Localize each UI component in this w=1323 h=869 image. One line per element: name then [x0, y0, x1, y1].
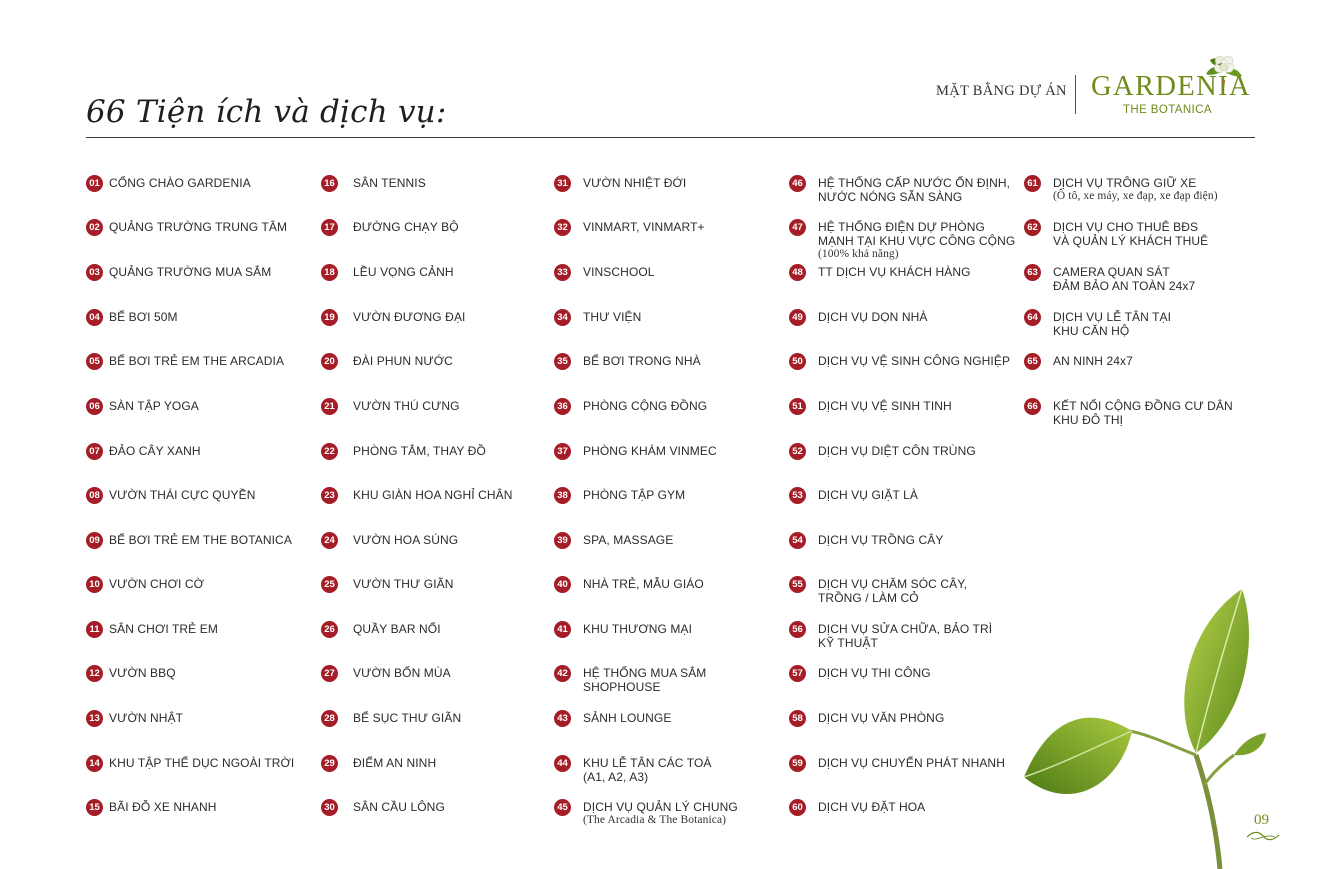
amenity-label: DỊCH VỤ CHO THUÊ BĐS VÀ QUẢN LÝ KHÁCH THUÊ — [1053, 220, 1209, 248]
amenity-number-badge: 10 — [86, 576, 103, 593]
amenity-label: DỊCH VỤ CHĂM SÓC CÂY, TRỒNG / LÀM CỎ — [818, 577, 968, 605]
amenity-label: DỊCH VỤ THI CÔNG — [818, 666, 931, 680]
amenity-number-badge: 09 — [86, 532, 103, 549]
amenity-label: VƯỜN NHIỆT ĐỚI — [583, 176, 687, 190]
amenity-label: DỊCH VỤ TRÔNG GIỮ XE (Ô tô, xe máy, xe đạp, xe đạp điện) — [1053, 176, 1218, 202]
amenity-number-badge: 64 — [1024, 309, 1041, 326]
amenity-label: KHU LỄ TÂN CÁC TOÀ (A1, A2, A3) — [583, 756, 712, 784]
amenity-number-badge: 34 — [554, 309, 571, 326]
amenity-number-badge: 08 — [86, 487, 103, 504]
amenity-label: BỂ SỤC THƯ GIÃN — [353, 711, 462, 725]
amenity-label: SPA, MASSAGE — [583, 533, 674, 547]
amenity-label: KẾT NỐI CỘNG ĐỒNG CƯ DÂN KHU ĐÔ THỊ — [1053, 399, 1233, 427]
amenity-label: DỊCH VỤ TRỒNG CÂY — [818, 533, 944, 547]
amenity-label: KHU TẬP THỂ DỤC NGOÀI TRỜI — [109, 756, 295, 770]
amenity-label: CỔNG CHÀO GARDENIA — [109, 176, 251, 190]
amenity-label: VINSCHOOL — [583, 265, 655, 279]
amenity-number-badge: 21 — [321, 398, 338, 415]
amenity-label: DỊCH VỤ CHUYỂN PHÁT NHANH — [818, 756, 1005, 770]
amenity-label: HỆ THỐNG CẤP NƯỚC ỔN ĐỊNH, NƯỚC NÓNG SẴN SÀNG — [818, 176, 1011, 204]
amenity-number-badge: 54 — [789, 532, 806, 549]
amenity-number-badge: 66 — [1024, 398, 1041, 415]
amenity-number-badge: 29 — [321, 755, 338, 772]
amenity-number-badge: 44 — [554, 755, 571, 772]
amenity-label: SÂN TENNIS — [353, 176, 426, 190]
amenity-number-badge: 12 — [86, 665, 103, 682]
amenity-label: VƯỜN CHƠI CỜ — [109, 577, 204, 591]
amenity-label: VƯỜN HOA SÚNG — [353, 533, 459, 547]
amenity-number-badge: 32 — [554, 219, 571, 236]
amenity-number-badge: 14 — [86, 755, 103, 772]
amenity-label: DỊCH VỤ SỬA CHỮA, BẢO TRÌ KỸ THUẬT — [818, 622, 993, 650]
amenity-number-badge: 31 — [554, 175, 571, 192]
amenity-label: DỊCH VỤ VĂN PHÒNG — [818, 711, 945, 725]
amenity-label: HỆ THỐNG MUA SẮM SHOPHOUSE — [583, 666, 707, 694]
amenity-number-badge: 16 — [321, 175, 338, 192]
amenity-number-badge: 37 — [554, 443, 571, 460]
amenity-label: NHÀ TRẺ, MẪU GIÁO — [583, 577, 704, 591]
amenity-number-badge: 47 — [789, 219, 806, 236]
amenity-label: AN NINH 24x7 — [1053, 354, 1133, 368]
amenity-number-badge: 22 — [321, 443, 338, 460]
swirl-ornament-icon — [1245, 829, 1281, 843]
logo-subtitle: THE BOTANICA — [1123, 104, 1212, 116]
amenity-label: PHÒNG CỘNG ĐỒNG — [583, 399, 708, 413]
amenity-number-badge: 60 — [789, 799, 806, 816]
amenity-number-badge: 65 — [1024, 353, 1041, 370]
amenity-sub-label: (Ô tô, xe máy, xe đạp, xe đạp điện) — [1053, 190, 1218, 202]
amenity-label: THƯ VIỆN — [583, 310, 642, 324]
amenity-label: DỊCH VỤ ĐẶT HOA — [818, 800, 926, 814]
amenity-number-badge: 38 — [554, 487, 571, 504]
amenity-label: DỊCH VỤ LỄ TÂN TẠI KHU CĂN HỘ — [1053, 310, 1172, 338]
amenity-label: SÂN CHƠI TRẺ EM — [109, 622, 218, 636]
header-divider — [1075, 75, 1076, 114]
amenity-number-badge: 35 — [554, 353, 571, 370]
amenity-sub-label: (The Arcadia & The Botanica) — [583, 814, 727, 826]
amenity-label: ĐÀI PHUN NƯỚC — [353, 354, 453, 368]
amenity-number-badge: 59 — [789, 755, 806, 772]
amenity-label: QUẢNG TRƯỜNG TRUNG TÂM — [109, 220, 288, 234]
amenity-label: VƯỜN THÁI CỰC QUYỀN — [109, 488, 256, 502]
amenity-number-badge: 46 — [789, 175, 806, 192]
amenity-number-badge: 03 — [86, 264, 103, 281]
amenity-label: VƯỜN BỐN MÙA — [353, 666, 451, 680]
amenity-number-badge: 17 — [321, 219, 338, 236]
amenity-label: BỂ BƠI TRONG NHÀ — [583, 354, 701, 368]
amenity-number-badge: 20 — [321, 353, 338, 370]
amenity-number-badge: 51 — [789, 398, 806, 415]
amenity-label: SẢNH LOUNGE — [583, 711, 672, 725]
page-number: 09 — [1254, 812, 1269, 828]
gardenia-logo — [1088, 52, 1258, 122]
amenity-number-badge: 27 — [321, 665, 338, 682]
amenity-number-badge: 05 — [86, 353, 103, 370]
amenity-number-badge: 55 — [789, 576, 806, 593]
amenity-number-badge: 02 — [86, 219, 103, 236]
amenity-number-badge: 26 — [321, 621, 338, 638]
amenity-label: PHÒNG TẮM, THAY ĐỒ — [353, 444, 486, 458]
amenity-label: KHU GIÀN HOA NGHỈ CHÂN — [353, 488, 513, 502]
amenity-number-badge: 42 — [554, 665, 571, 682]
amenity-label: DỊCH VỤ DIỆT CÔN TRÙNG — [818, 444, 976, 458]
amenity-label: PHÒNG TẬP GYM — [583, 488, 686, 502]
amenity-label: VƯỜN THÚ CƯNG — [353, 399, 460, 413]
amenity-number-badge: 15 — [86, 799, 103, 816]
amenity-sub-label: (100% khả năng) — [818, 248, 899, 260]
amenity-number-badge: 23 — [321, 487, 338, 504]
amenity-number-badge: 58 — [789, 710, 806, 727]
amenity-label: DỊCH VỤ QUẢN LÝ CHUNG (The Arcadia & The Botanica) — [583, 800, 738, 826]
amenity-label: DỊCH VỤ VỆ SINH TINH — [818, 399, 952, 413]
amenity-label: ĐƯỜNG CHẠY BỘ — [353, 220, 459, 234]
amenity-number-badge: 19 — [321, 309, 338, 326]
amenity-number-badge: 28 — [321, 710, 338, 727]
amenity-label: QUẢNG TRƯỜNG MUA SẮM — [109, 265, 272, 279]
amenity-label: VƯỜN ĐƯƠNG ĐẠI — [353, 310, 466, 324]
amenity-number-badge: 30 — [321, 799, 338, 816]
amenity-label: PHÒNG KHÁM VINMEC — [583, 444, 717, 458]
amenity-number-badge: 07 — [86, 443, 103, 460]
amenity-label: HỆ THỐNG ĐIỆN DỰ PHÒNG MẠNH TẠI KHU VỰC CÔNG CỘNG (100% khả năng) — [818, 220, 1016, 260]
amenity-number-badge: 45 — [554, 799, 571, 816]
amenity-label: ĐIỂM AN NINH — [353, 756, 437, 770]
amenity-number-badge: 62 — [1024, 219, 1041, 236]
amenity-number-badge: 40 — [554, 576, 571, 593]
amenity-label: VƯỜN NHẬT — [109, 711, 184, 725]
amenity-label: BỂ BƠI TRẺ EM THE ARCADIA — [109, 354, 285, 368]
amenity-number-badge: 04 — [86, 309, 103, 326]
amenity-number-badge: 49 — [789, 309, 806, 326]
amenity-number-badge: 36 — [554, 398, 571, 415]
amenity-label: DỊCH VỤ DỌN NHÀ — [818, 310, 928, 324]
section-label: MẶT BẰNG DỰ ÁN — [936, 83, 1067, 99]
page-title: 66 Tiện ích và dịch vụ: — [86, 94, 447, 130]
amenity-number-badge: 18 — [321, 264, 338, 281]
amenity-number-badge: 57 — [789, 665, 806, 682]
title-underline — [86, 137, 1255, 138]
amenity-number-badge: 48 — [789, 264, 806, 281]
amenity-label: CAMERA QUAN SÁT ĐẢM BẢO AN TOÀN 24x7 — [1053, 265, 1196, 293]
amenity-label: SÀN TẬP YOGA — [109, 399, 199, 413]
amenity-number-badge: 63 — [1024, 264, 1041, 281]
amenity-label: VƯỜN BBQ — [109, 666, 176, 680]
amenity-number-badge: 61 — [1024, 175, 1041, 192]
amenity-label: BÃI ĐỖ XE NHANH — [109, 800, 217, 814]
amenity-label: QUẦY BAR NỔI — [353, 622, 441, 636]
amenity-number-badge: 01 — [86, 175, 103, 192]
amenity-label: ĐẢO CÂY XANH — [109, 444, 201, 458]
amenity-label: LỀU VỌNG CẢNH — [353, 265, 454, 279]
amenity-number-badge: 06 — [86, 398, 103, 415]
amenity-number-badge: 11 — [86, 621, 103, 638]
logo-name: GARDENIA — [1091, 71, 1252, 102]
amenity-label: BỂ BƠI 50M — [109, 310, 178, 324]
amenity-number-badge: 39 — [554, 532, 571, 549]
amenity-label: DỊCH VỤ VỆ SINH CÔNG NGHIỆP — [818, 354, 1011, 368]
amenity-label: VƯỜN THƯ GIÃN — [353, 577, 454, 591]
amenity-number-badge: 50 — [789, 353, 806, 370]
amenity-number-badge: 43 — [554, 710, 571, 727]
leaf-illustration — [1020, 585, 1270, 869]
amenity-label: VINMART, VINMART+ — [583, 220, 705, 234]
amenity-number-badge: 56 — [789, 621, 806, 638]
amenity-number-badge: 41 — [554, 621, 571, 638]
amenity-label: BỂ BƠI TRẺ EM THE BOTANICA — [109, 533, 292, 547]
amenity-number-badge: 13 — [86, 710, 103, 727]
amenity-label: TT DỊCH VỤ KHÁCH HÀNG — [818, 265, 971, 279]
amenity-label: DỊCH VỤ GIẶT LÀ — [818, 488, 918, 502]
amenity-number-badge: 52 — [789, 443, 806, 460]
amenity-label: KHU THƯƠNG MẠI — [583, 622, 693, 636]
amenity-number-badge: 33 — [554, 264, 571, 281]
amenity-number-badge: 53 — [789, 487, 806, 504]
amenity-label: SÂN CẦU LÔNG — [353, 800, 445, 814]
amenity-number-badge: 24 — [321, 532, 338, 549]
amenity-number-badge: 25 — [321, 576, 338, 593]
